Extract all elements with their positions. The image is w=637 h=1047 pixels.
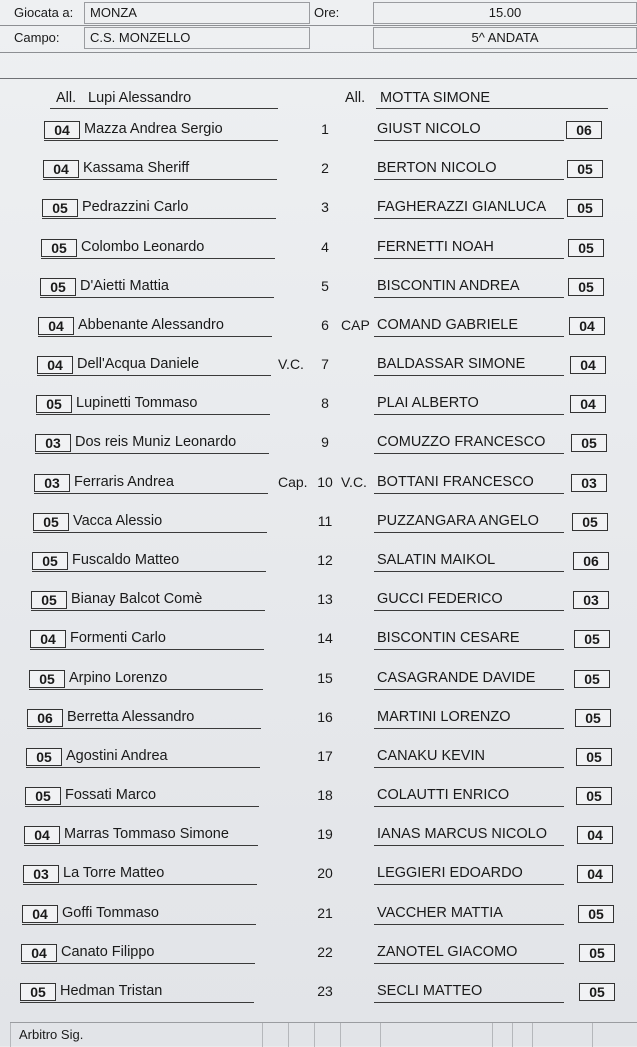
right-row-line bbox=[374, 689, 564, 690]
left-row-line bbox=[22, 924, 256, 925]
right-row-line bbox=[374, 297, 564, 298]
right-row-line bbox=[374, 258, 564, 259]
right-player-number: 05 bbox=[579, 983, 615, 1001]
coach-right-name: MOTTA SIMONE bbox=[380, 90, 491, 106]
shirt-number: 19 bbox=[317, 826, 333, 842]
left-role-tag: V.C. bbox=[278, 356, 304, 372]
right-player-number: 05 bbox=[576, 787, 612, 805]
left-player-name: Lupinetti Tommaso bbox=[76, 395, 198, 411]
left-row-line bbox=[44, 140, 278, 141]
right-row-line bbox=[374, 414, 564, 415]
footer-cell bbox=[340, 1023, 381, 1047]
left-player-number: 04 bbox=[37, 356, 73, 374]
right-player-number: 04 bbox=[577, 826, 613, 844]
right-player-name: CASAGRANDE DAVIDE bbox=[377, 670, 536, 686]
right-player-name: VACCHER MATTIA bbox=[377, 905, 503, 921]
footer-cell bbox=[532, 1023, 593, 1047]
left-row-line bbox=[31, 610, 265, 611]
right-player-number: 03 bbox=[571, 474, 607, 492]
left-player-number: 05 bbox=[32, 552, 68, 570]
left-player-name: Vacca Alessio bbox=[73, 513, 163, 529]
right-player-number: 04 bbox=[577, 865, 613, 883]
shirt-number: 3 bbox=[321, 199, 329, 215]
right-player-number: 05 bbox=[576, 748, 612, 766]
right-player-name: BISCONTIN CESARE bbox=[377, 630, 520, 646]
right-row-line bbox=[374, 140, 564, 141]
coach-left-line bbox=[50, 108, 278, 109]
left-player-name: Hedman Tristan bbox=[60, 983, 163, 999]
arbitro-label: Arbitro Sig. bbox=[19, 1027, 84, 1042]
left-player-number: 04 bbox=[43, 160, 79, 178]
right-row-line bbox=[374, 179, 564, 180]
shirt-number: 7 bbox=[321, 356, 329, 372]
left-player-number: 05 bbox=[31, 591, 67, 609]
footer-cell bbox=[314, 1023, 341, 1047]
shirt-number: 9 bbox=[321, 434, 329, 450]
right-player-name: COMAND GABRIELE bbox=[377, 317, 518, 333]
right-row-line bbox=[374, 453, 564, 454]
left-player-number: 04 bbox=[30, 630, 66, 648]
left-row-line bbox=[43, 179, 277, 180]
left-player-number: 03 bbox=[23, 865, 59, 883]
right-player-number: 06 bbox=[566, 121, 602, 139]
left-player-name: Berretta Alessandro bbox=[67, 709, 195, 725]
left-row-line bbox=[20, 1002, 254, 1003]
left-player-name: Arpino Lorenzo bbox=[69, 670, 168, 686]
left-row-line bbox=[36, 414, 270, 415]
left-player-name: D'Aietti Mattia bbox=[80, 278, 169, 294]
footer-cell bbox=[492, 1023, 513, 1047]
left-player-number: 04 bbox=[44, 121, 80, 139]
left-player-number: 04 bbox=[24, 826, 60, 844]
shirt-number: 2 bbox=[321, 160, 329, 176]
right-row-line bbox=[374, 649, 564, 650]
left-player-number: 05 bbox=[36, 395, 72, 413]
right-row-line bbox=[374, 806, 564, 807]
campo-label: Campo: bbox=[14, 30, 60, 45]
left-player-name: Canato Filippo bbox=[61, 944, 155, 960]
coach-left-label: All. bbox=[56, 90, 77, 106]
shirt-number: 11 bbox=[317, 513, 333, 529]
shirt-number: 8 bbox=[321, 395, 329, 411]
left-player-name: Bianay Balcot Comè bbox=[71, 591, 203, 607]
footer-cell bbox=[592, 1023, 637, 1047]
right-player-number: 05 bbox=[578, 905, 614, 923]
right-player-name: BOTTANI FRANCESCO bbox=[377, 474, 534, 490]
right-row-line bbox=[374, 532, 564, 533]
right-player-number: 06 bbox=[573, 552, 609, 570]
left-player-name: Abbenante Alessandro bbox=[78, 317, 224, 333]
left-player-name: Kassama Sheriff bbox=[83, 160, 190, 176]
coach-left-name: Lupi Alessandro bbox=[88, 90, 192, 106]
left-player-number: 05 bbox=[42, 199, 78, 217]
left-player-name: Agostini Andrea bbox=[66, 748, 168, 764]
right-player-number: 05 bbox=[571, 434, 607, 452]
right-player-name: BISCONTIN ANDREA bbox=[377, 278, 520, 294]
left-row-line bbox=[26, 767, 260, 768]
left-role-tag: Cap. bbox=[278, 474, 308, 490]
right-row-line bbox=[374, 884, 564, 885]
arbitro-cell bbox=[10, 1023, 263, 1047]
giornata-value: 5^ ANDATA bbox=[373, 27, 637, 49]
left-player-name: Fuscaldo Matteo bbox=[72, 552, 180, 568]
right-row-line bbox=[374, 963, 564, 964]
left-player-name: Mazza Andrea Sergio bbox=[84, 121, 223, 137]
shirt-number: 22 bbox=[317, 944, 333, 960]
left-row-line bbox=[32, 571, 266, 572]
left-player-number: 03 bbox=[35, 434, 71, 452]
right-player-name: PUZZANGARA ANGELO bbox=[377, 513, 539, 529]
shirt-number: 18 bbox=[317, 787, 333, 803]
shirt-number: 4 bbox=[321, 239, 329, 255]
left-player-name: Ferraris Andrea bbox=[74, 474, 174, 490]
right-player-name: GIUST NICOLO bbox=[377, 121, 481, 137]
footer-cell bbox=[262, 1023, 289, 1047]
shirt-number: 14 bbox=[317, 630, 333, 646]
left-row-line bbox=[24, 845, 258, 846]
left-player-name: Dos reis Muniz Leonardo bbox=[75, 434, 237, 450]
header-divider bbox=[0, 25, 637, 26]
header-divider bbox=[0, 78, 637, 79]
right-player-name: CANAKU KEVIN bbox=[377, 748, 485, 764]
right-row-line bbox=[374, 375, 564, 376]
left-row-line bbox=[27, 728, 261, 729]
right-row-line bbox=[374, 728, 564, 729]
right-player-number: 05 bbox=[567, 160, 603, 178]
shirt-number: 23 bbox=[317, 983, 333, 999]
left-player-number: 05 bbox=[26, 748, 62, 766]
right-player-name: IANAS MARCUS NICOLO bbox=[377, 826, 547, 842]
right-row-line bbox=[374, 610, 564, 611]
right-player-name: SECLI MATTEO bbox=[377, 983, 483, 999]
header-row-field bbox=[0, 27, 637, 51]
left-player-name: Goffi Tommaso bbox=[62, 905, 159, 921]
giocata-value: MONZA bbox=[84, 2, 310, 24]
header-divider bbox=[0, 52, 637, 53]
left-player-number: 05 bbox=[25, 787, 61, 805]
ore-label: Ore: bbox=[314, 5, 340, 20]
right-player-number: 03 bbox=[573, 591, 609, 609]
left-row-line bbox=[21, 963, 255, 964]
right-role-tag: V.C. bbox=[341, 474, 367, 490]
shirt-number: 20 bbox=[317, 865, 333, 881]
right-player-name: FAGHERAZZI GIANLUCA bbox=[377, 199, 547, 215]
right-player-number: 05 bbox=[568, 239, 604, 257]
right-player-name: BERTON NICOLO bbox=[377, 160, 497, 176]
left-row-line bbox=[33, 532, 267, 533]
right-player-name: GUCCI FEDERICO bbox=[377, 591, 503, 607]
campo-value: C.S. MONZELLO bbox=[84, 27, 310, 49]
right-row-line bbox=[374, 336, 564, 337]
right-player-name: COMUZZO FRANCESCO bbox=[377, 434, 546, 450]
left-player-number: 05 bbox=[20, 983, 56, 1001]
shirt-number: 13 bbox=[317, 591, 333, 607]
right-player-number: 05 bbox=[568, 278, 604, 296]
footer-cell bbox=[512, 1023, 533, 1047]
right-player-number: 04 bbox=[570, 395, 606, 413]
left-row-line bbox=[30, 649, 264, 650]
shirt-number: 10 bbox=[317, 474, 333, 490]
coach-right-label: All. bbox=[345, 90, 366, 106]
right-player-number: 05 bbox=[575, 709, 611, 727]
right-player-name: PLAI ALBERTO bbox=[377, 395, 479, 411]
left-player-name: Dell'Acqua Daniele bbox=[77, 356, 200, 372]
right-row-line bbox=[374, 767, 564, 768]
header-row-venue bbox=[0, 2, 637, 26]
shirt-number: 6 bbox=[321, 317, 329, 333]
right-player-number: 05 bbox=[574, 670, 610, 688]
shirt-number: 12 bbox=[317, 552, 333, 568]
left-player-number: 03 bbox=[34, 474, 70, 492]
left-row-line bbox=[23, 884, 257, 885]
right-row-line bbox=[374, 924, 564, 925]
right-player-name: BALDASSAR SIMONE bbox=[377, 356, 526, 372]
left-player-name: Colombo Leonardo bbox=[81, 239, 205, 255]
giocata-label: Giocata a: bbox=[14, 5, 74, 20]
left-player-number: 04 bbox=[21, 944, 57, 962]
left-player-number: 04 bbox=[38, 317, 74, 335]
left-player-name: Marras Tommaso Simone bbox=[64, 826, 229, 842]
right-player-number: 05 bbox=[567, 199, 603, 217]
right-role-tag: CAP bbox=[341, 317, 370, 333]
left-player-number: 05 bbox=[29, 670, 65, 688]
right-player-name: ZANOTEL GIACOMO bbox=[377, 944, 518, 960]
left-row-line bbox=[35, 453, 269, 454]
shirt-number: 21 bbox=[317, 905, 333, 921]
left-row-line bbox=[25, 806, 259, 807]
footer-grid bbox=[10, 1022, 637, 1047]
left-row-line bbox=[40, 297, 274, 298]
right-player-name: FERNETTI NOAH bbox=[377, 239, 494, 255]
right-player-number: 05 bbox=[572, 513, 608, 531]
right-player-name: MARTINI LORENZO bbox=[377, 709, 511, 725]
right-player-name: COLAUTTI ENRICO bbox=[377, 787, 510, 803]
coach-right-line bbox=[376, 108, 608, 109]
left-player-name: Fossati Marco bbox=[65, 787, 157, 803]
left-row-line bbox=[34, 493, 268, 494]
left-player-number: 05 bbox=[33, 513, 69, 531]
left-player-name: La Torre Matteo bbox=[63, 865, 165, 881]
left-player-number: 04 bbox=[22, 905, 58, 923]
right-player-name: SALATIN MAIKOL bbox=[377, 552, 496, 568]
shirt-number: 15 bbox=[317, 670, 333, 686]
right-player-number: 04 bbox=[570, 356, 606, 374]
left-row-line bbox=[41, 258, 275, 259]
right-row-line bbox=[374, 493, 564, 494]
left-player-name: Formenti Carlo bbox=[70, 630, 166, 646]
right-player-number: 05 bbox=[579, 944, 615, 962]
footer-cell bbox=[288, 1023, 315, 1047]
shirt-number: 1 bbox=[321, 121, 329, 137]
right-row-line bbox=[374, 1002, 564, 1003]
right-row-line bbox=[374, 571, 564, 572]
right-row-line bbox=[374, 845, 564, 846]
right-player-number: 04 bbox=[569, 317, 605, 335]
footer-cell bbox=[380, 1023, 493, 1047]
left-player-number: 06 bbox=[27, 709, 63, 727]
ore-value: 15.00 bbox=[373, 2, 637, 24]
shirt-number: 17 bbox=[317, 748, 333, 764]
left-row-line bbox=[42, 218, 276, 219]
right-row-line bbox=[374, 218, 564, 219]
shirt-number: 16 bbox=[317, 709, 333, 725]
left-player-number: 05 bbox=[40, 278, 76, 296]
left-row-line bbox=[38, 336, 272, 337]
left-row-line bbox=[29, 689, 263, 690]
shirt-number: 5 bbox=[321, 278, 329, 294]
left-player-name: Pedrazzini Carlo bbox=[82, 199, 189, 215]
right-player-name: LEGGIERI EDOARDO bbox=[377, 865, 523, 881]
right-player-number: 05 bbox=[574, 630, 610, 648]
left-row-line bbox=[37, 375, 271, 376]
left-player-number: 05 bbox=[41, 239, 77, 257]
